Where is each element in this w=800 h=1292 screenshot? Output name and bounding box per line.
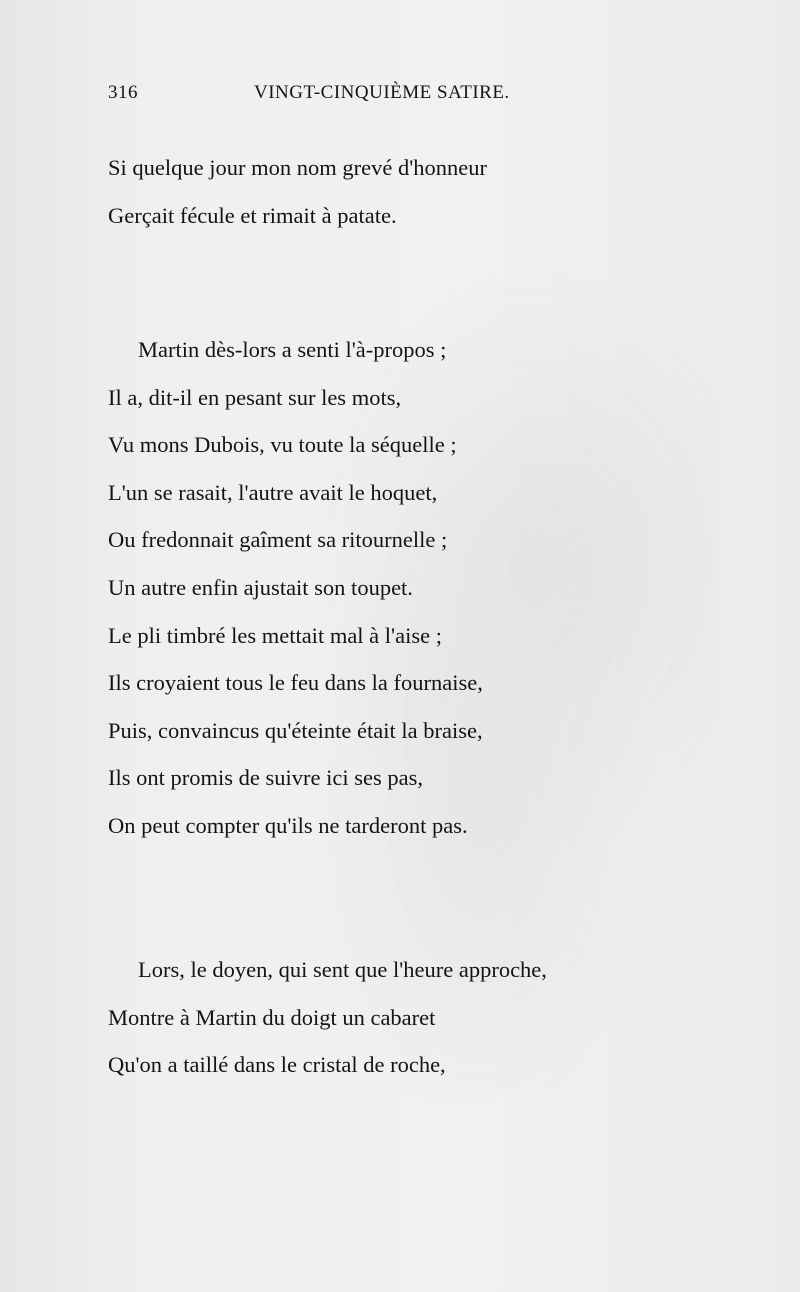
verse-line: Un autre enfin ajustait son toupet. <box>108 574 413 600</box>
verse-line: Qu'on a taillé dans le cristal de roche, <box>108 1052 446 1078</box>
running-title: VINGT-CINQUIÈME SATIRE. <box>254 82 510 103</box>
verse-line: Vu mons Dubois, vu toute la séquelle ; <box>108 432 457 458</box>
verse-line: Gerçait fécule et rimait à patate. <box>108 202 397 228</box>
verse-line: Le pli timbré les mettait mal à l'aise ; <box>108 622 442 648</box>
verse-line: Martin dès-lors a senti l'à-propos ; <box>138 337 447 362</box>
page-number: 316 <box>108 82 138 103</box>
verse-line: On peut compter qu'ils ne tarderont pas. <box>108 812 468 838</box>
verse-line: Montre à Martin du doigt un cabaret <box>108 1004 436 1030</box>
stanza-1 <box>108 144 487 239</box>
verse-line: Il a, dit-il en pesant sur les mots, <box>108 384 402 410</box>
verse-line: Ou fredonnait gaîment sa ritournelle ; <box>108 527 448 553</box>
stanza-3 <box>108 946 547 1089</box>
stanza-2 <box>108 326 483 850</box>
verse-line: Lors, le doyen, qui sent que l'heure approche, <box>138 957 547 982</box>
verse-line: L'un se rasait, l'autre avait le hoquet, <box>108 479 438 505</box>
verse-line: Ils ont promis de suivre ici ses pas, <box>108 765 423 791</box>
verse-line: Si quelque jour mon nom grevé d'honneur <box>108 155 487 180</box>
verse-line: Ils croyaient tous le feu dans la fournaise, <box>108 670 483 696</box>
verse-line: Puis, convaincus qu'éteinte était la braise, <box>108 717 483 743</box>
page-header <box>108 82 548 112</box>
